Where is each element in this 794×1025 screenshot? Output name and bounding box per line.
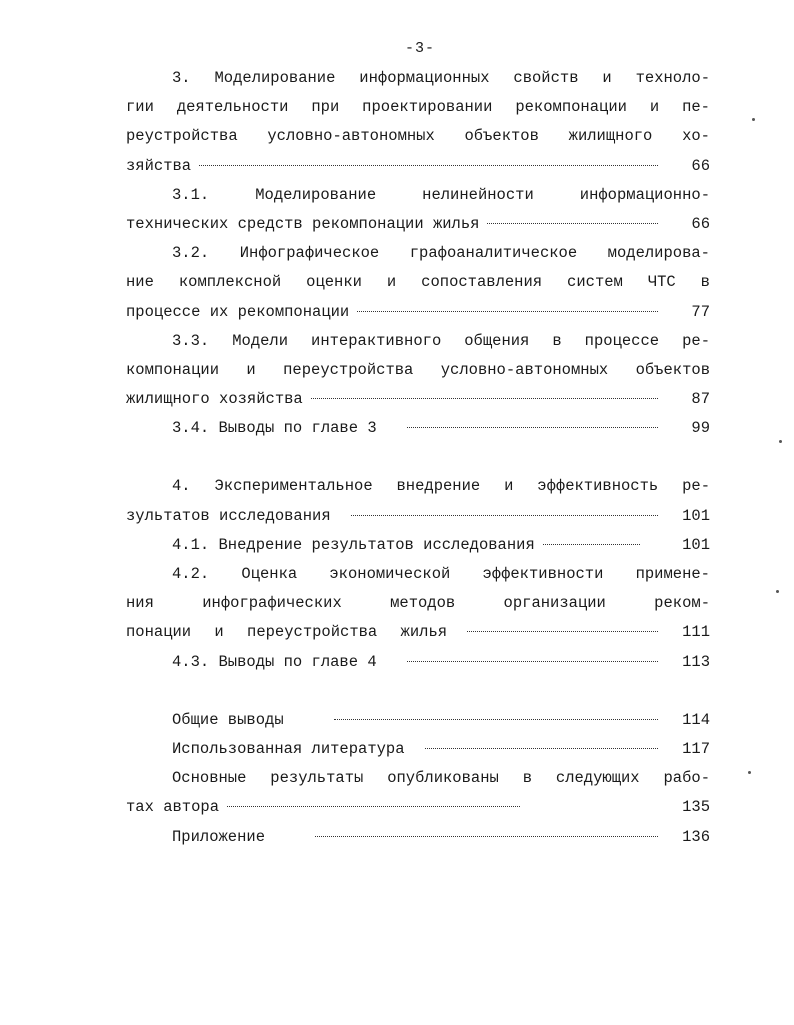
toc-entry-conclusions	[126, 706, 710, 735]
toc-line	[126, 327, 710, 356]
toc-text: 3.3. Модели интерактивного общения в процессе ре-	[172, 331, 710, 350]
toc-text: жилищного хозяйства	[126, 390, 303, 409]
toc-text: 3.4. Выводы по главе 3	[172, 419, 377, 438]
scan-speck	[779, 440, 782, 443]
dot-leader	[543, 544, 640, 545]
toc-entry-s4	[126, 502, 710, 531]
toc-text: компонации и переустройства условно-автономных объектов	[126, 360, 710, 379]
dot-leader	[334, 719, 658, 720]
toc-text: 3. Моделирование информационных свойств и техноло-	[172, 69, 710, 87]
page-ref: 101	[682, 535, 710, 554]
page-ref: 114	[682, 710, 710, 729]
toc-line	[126, 181, 710, 210]
toc-entry-s3-3	[126, 385, 710, 414]
toc-text: 3.2. Инфографическое графоаналитическое моделирова-	[172, 244, 710, 263]
page-ref: 66	[691, 214, 710, 233]
dot-leader	[467, 631, 658, 632]
toc-text: 4.2. Оценка экономической эффективности примене-	[172, 565, 710, 583]
toc-entry-s4-3	[126, 648, 710, 677]
toc-line	[126, 356, 710, 385]
dot-leader	[357, 311, 658, 312]
dot-leader	[407, 427, 658, 428]
page-ref: 117	[682, 739, 710, 758]
toc-entry-s3	[126, 152, 710, 181]
toc-text: ния инфографических методов организации реком-	[126, 594, 710, 613]
dot-leader	[351, 515, 658, 516]
toc-entry-s3-1	[126, 210, 710, 239]
toc-line	[126, 93, 710, 122]
toc-text: Использованная литература	[172, 739, 405, 758]
toc-text: Общие выводы	[172, 710, 284, 729]
spacer	[126, 677, 710, 706]
toc-entry-s3-2	[126, 298, 710, 327]
page-ref: 113	[682, 652, 710, 671]
dot-leader	[311, 398, 658, 399]
toc-entry-s4-1	[126, 531, 710, 560]
page-ref: 101	[682, 506, 710, 525]
page-ref: 136	[682, 827, 710, 846]
dot-leader	[425, 748, 658, 749]
toc-entry-s4-2	[126, 618, 710, 647]
toc-line	[126, 589, 710, 618]
toc-text: гии деятельности при проектировании рекомпонации и пе-	[126, 98, 710, 117]
toc-text: тах автора	[126, 798, 220, 817]
table-of-contents	[126, 64, 710, 852]
dot-leader	[227, 806, 520, 807]
page-ref: 87	[691, 390, 710, 409]
page-ref: 99	[691, 419, 710, 438]
toc-text: 4. Экспериментальное внедрение и эффективность ре-	[172, 477, 710, 496]
toc-line	[126, 764, 710, 793]
toc-line	[126, 239, 710, 268]
dot-leader	[315, 836, 658, 837]
toc-line	[126, 122, 710, 151]
toc-text: зяйства	[126, 156, 192, 175]
toc-text: понации и переустройства жилья	[126, 623, 448, 642]
toc-text: процессе их рекомпонации	[126, 302, 350, 321]
toc-text: 4.1. Внедрение результатов исследования	[172, 535, 535, 554]
toc-line	[126, 64, 710, 93]
toc-line	[126, 560, 710, 589]
toc-text: Основные результаты опубликованы в следующих рабо-	[172, 769, 710, 788]
toc-text: 3.1. Моделирование нелинейности информационно-	[172, 185, 710, 204]
toc-text: 4.3. Выводы по главе 4	[172, 652, 377, 671]
dot-leader	[487, 223, 658, 224]
dot-leader	[199, 165, 658, 166]
scan-speck	[748, 771, 751, 774]
toc-line	[126, 268, 710, 297]
page-ref: 111	[682, 623, 710, 642]
toc-text: Приложение	[172, 827, 266, 846]
spacer	[126, 443, 710, 472]
scan-speck	[776, 590, 779, 593]
toc-entry-literature	[126, 735, 710, 764]
page-ref: 77	[691, 302, 710, 321]
toc-entry-results	[126, 793, 710, 822]
toc-text: зультатов исследования	[126, 506, 331, 525]
toc-line	[126, 472, 710, 501]
dot-leader	[407, 661, 658, 662]
toc-entry-s3-4	[126, 414, 710, 443]
toc-text: технических средств рекомпонации жилья	[126, 214, 480, 233]
page-ref: 135	[682, 798, 710, 817]
toc-text: реустройства условно-автономных объектов жилищного хо-	[126, 127, 710, 146]
page-ref: 66	[691, 156, 710, 175]
scan-speck	[752, 118, 755, 121]
toc-text: ние комплексной оценки и сопоставления систем ЧТС в	[126, 273, 710, 292]
toc-entry-appendix	[126, 823, 710, 852]
page-number: -3-	[404, 40, 435, 57]
